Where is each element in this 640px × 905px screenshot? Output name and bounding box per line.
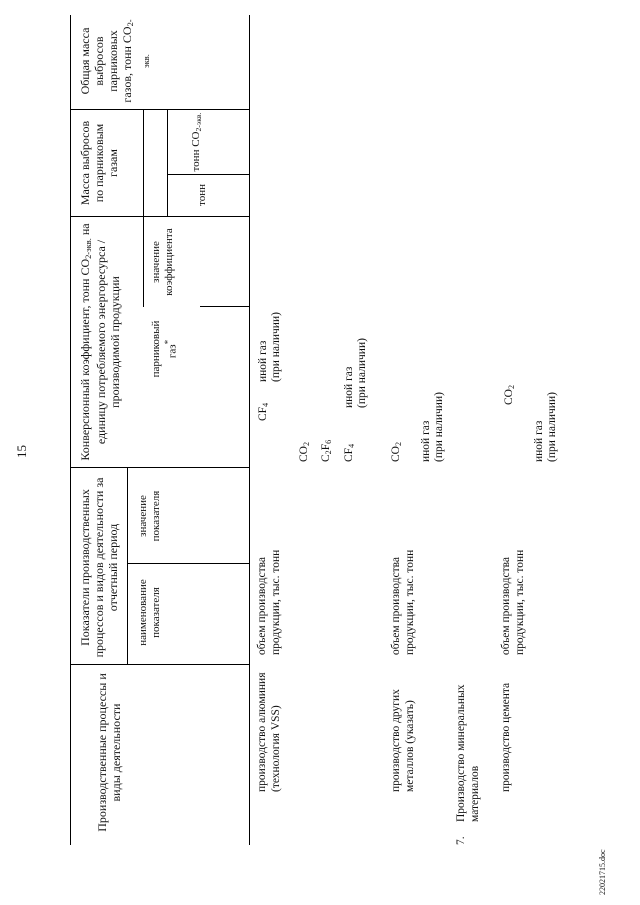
header-coefficient-group: Конверсионный коэффициент, тонн $CO_{2-экв.}$ на единицу потребляемого энергоресурса / производимой продукции (78, 223, 123, 461)
subheader-line-emissions (167, 110, 168, 217)
row-other-metals-indicator: объем производства продукции, тыс. тонн (390, 549, 416, 655)
row-aluminum-process: производство алюминия (технология VSS) (256, 672, 282, 792)
table-top-border (70, 15, 71, 845)
row-other-metals-process: производство других металлов (указать) (390, 689, 416, 792)
subheader-line-indicators (127, 468, 128, 665)
col-line-sub-indicators (127, 563, 249, 564)
header-emission-group: Масса выбросов по парниковым газам (78, 120, 121, 206)
header-total-emissions: Общая масса выбросов парниковых газов, тонн $CO_{2-экв.}$ (78, 19, 152, 103)
footer-doc-id: 22021715.doc (598, 849, 607, 895)
section-7-title: Производство минеральных материалов (455, 684, 481, 822)
gas-other-3: иной газ (420, 420, 432, 462)
section-7-number: 7. (455, 836, 467, 845)
gas-cf4-2: $CF_4$ (343, 443, 356, 462)
gas-other-1: иной газ (257, 340, 269, 382)
col-line-1 (70, 664, 249, 665)
gas-co2-2: $CO_2$ (390, 441, 403, 462)
row-cement-indicator: объем производства продукции, тыс. тонн (500, 549, 526, 655)
col-line-sub-coefficient (200, 306, 249, 307)
gas-co2-1: $CO_2$ (298, 441, 311, 462)
page-number: 15 (14, 445, 29, 458)
gas-if-any-1: (при наличии) (270, 312, 282, 382)
row-cement-process: производство цемента (500, 682, 512, 792)
col-line-sub-emissions (167, 174, 249, 175)
gas-if-any-3: (при наличии) (433, 392, 445, 462)
col-line-2 (70, 467, 249, 468)
header-coefficient-value: значение коэффициента (150, 228, 175, 296)
header-indicator-name: наименование показателя (137, 579, 162, 646)
header-emission-tons: тонн (196, 184, 208, 206)
header-processes: Производственные процессы и виды деятельности (95, 673, 124, 832)
gas-if-any-2: (при наличии) (356, 338, 368, 408)
col-line-3 (70, 216, 249, 217)
gas-other-4: иной газ (533, 420, 545, 462)
header-bottom-border (249, 15, 250, 845)
gas-co2-3: $CO_2$ (503, 384, 516, 405)
header-indicator-value: значение показателя (137, 490, 162, 542)
col-line-4 (70, 109, 249, 110)
gas-other-2: иной газ (343, 366, 355, 408)
subheader-line-coefficient (143, 110, 144, 307)
gas-if-any-4: (при наличии) (546, 392, 558, 462)
header-indicators-group: Показатели производственных процессов и видов деятельности за отчетный период (78, 477, 121, 658)
gas-cf4-1: $CF_4$ (257, 402, 270, 421)
header-ghg-gas: парниковый газ* (150, 320, 179, 378)
header-emission-tons-co2: тонн $CO_{2-экв.}$ (190, 112, 203, 172)
row-aluminum-indicator: объем производства продукции, тыс. тонн (256, 549, 282, 655)
gas-c2f6: $C_2F_6$ (320, 439, 333, 462)
